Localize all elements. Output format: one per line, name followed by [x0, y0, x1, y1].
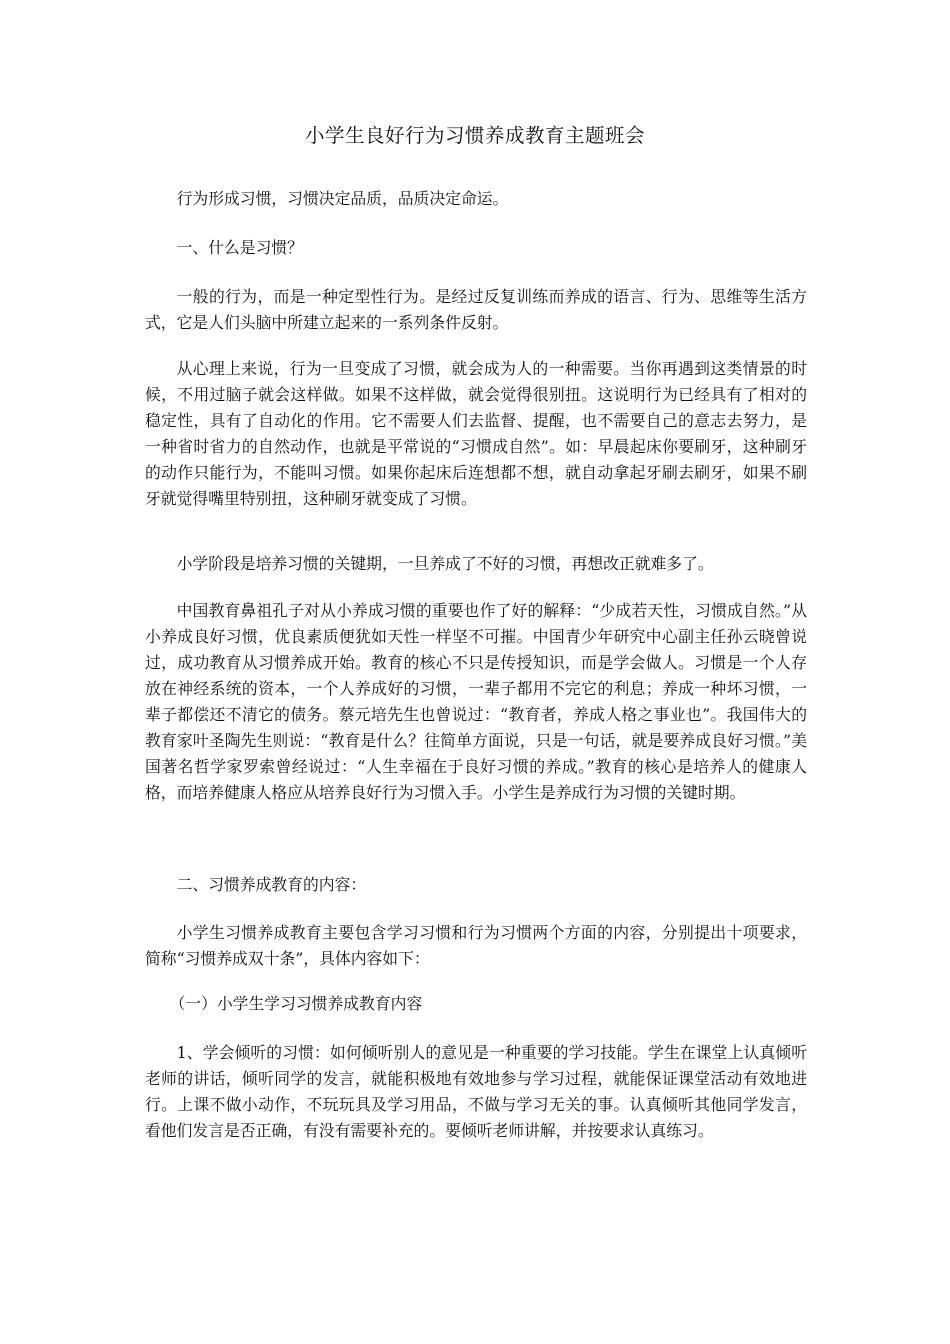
paragraph-listening: 1、学会倾听的习惯：如何倾听别人的意见是一种重要的学习技能。学生在课堂上认真倾听老师的讲话，倾听同学的发言，就能积极地有效地参与学习过程，就能保证课堂活动有效地进行。上课不做小动作，不玩玩具及学习用品，不做与学习无关的事。认真倾听其他同学发言，看他们发言是否正确，有没有需要补充的。要倾听老师讲解，并按要求认真练习。 — [145, 1043, 807, 1140]
paragraph-overview: 小学生习惯养成教育主要包含学习习惯和行为习惯两个方面的内容，分别提出十项要求，简称“习惯养成双十条”，具体内容如下： — [145, 923, 807, 968]
heading-what-is-habit: 一、什么是习惯？ — [176, 238, 303, 257]
paragraph-key-period: 小学阶段是培养习惯的关键期，一旦养成了不好的习惯，再想改正就难多了。 — [176, 554, 714, 573]
heading-study-habits: （一）小学生学习习惯养成教育内容 — [169, 994, 423, 1013]
paragraph-motto: 行为形成习惯，习惯决定品质，品质决定命运。 — [176, 189, 509, 208]
document-title: 小学生良好行为习惯养成教育主题班会 — [304, 124, 645, 147]
paragraph-psychology: 从心理上来说，行为一旦变成了习惯，就会成为人的一种需要。当你再遇到这类情景的时候，不用过脑子就会这样做。如果不这样做，就会觉得很别扭。这说明行为已经具有了相对的稳定性，具有了自动化的作用。它不需要人们去监督、提醒，也不需要自己的意志去努力，是一种省时省力的自然动作，也就是平常说的“习惯成自然”。如：早晨起床你要刷牙，这种刷牙的动作只能行为，不能叫习惯。如果你起床后连想都不想，就自动拿起牙刷去刷牙，如果不刷牙就觉得嘴里特别扭，这种刷牙就变成了习惯。 — [145, 359, 807, 508]
heading-content: 二、习惯养成教育的内容： — [176, 875, 367, 894]
paragraph-definition: 一般的行为，而是一种定型性行为。是经过反复训练而养成的语言、行为、思维等生活方式，它是人们头脑中所建立起来的一系列条件反射。 — [145, 287, 807, 332]
paragraph-quotes: 中国教育鼻祖孔子对从小养成习惯的重要也作了好的解释：“少成若天性，习惯成自然。”从小养成良好习惯，优良素质便犹如天性一样坚不可摧。中国青少年研究中心副主任孙云晓曾说过，成功教育从习惯养成开始。教育的核心不只是传授知识，而是学会做人。习惯是一个人存放在神经系统的资本，一个人养成好的习惯，一辈子都用不完它的利息；养成一种坏习惯，一辈子都偿还不清它的债务。蔡元培先生也曾说过：“教育者，养成人格之事业也”。我国伟大的教育家叶圣陶先生则说：“教育是什么？往简单方面说，只是一句话，就是要养成良好习惯。”美国著名哲学家罗索曾经说过：“人生幸福在于良好习惯的养成。”教育的核心是培养人的健康人格，而培养健康人格应从培养良好行为习惯入手。小学生是养成行为习惯的关键时期。 — [145, 601, 807, 802]
